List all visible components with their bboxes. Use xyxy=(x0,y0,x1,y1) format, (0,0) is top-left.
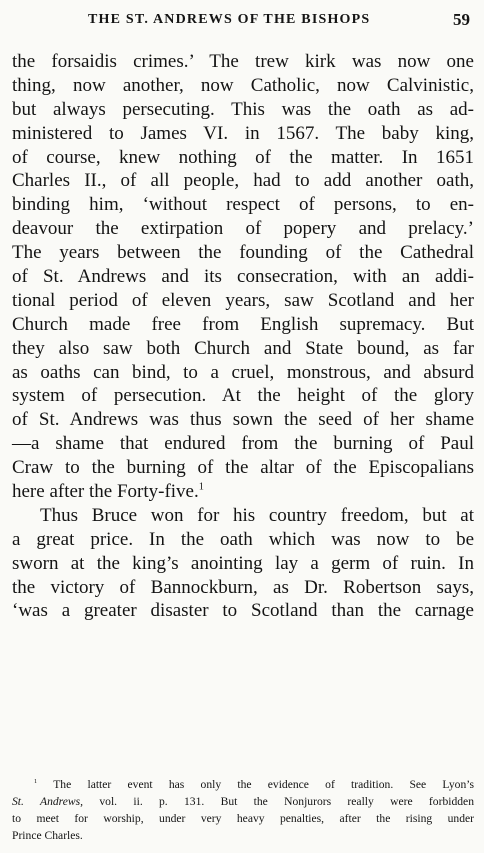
text-line: tional period of eleven years, saw Scotland and her xyxy=(12,289,474,311)
text-line: deavour the extirpation of popery and prelacy.’ xyxy=(12,218,474,240)
text-line: of St. Andrews was thus sown the seed of her shame xyxy=(12,409,474,431)
body-text xyxy=(12,50,474,623)
text-line: the forsaidis crimes.’ The trew kirk was now one xyxy=(12,51,474,72)
text-line: as oaths can bind, to a cruel, monstrous, and absurd xyxy=(12,361,474,383)
text-line: Charles II., of all people, had to add another oath, xyxy=(12,170,474,192)
text-line: the victory of Bannockburn, as Dr. Robertson says, xyxy=(12,576,474,598)
text-line: —a shame that endured from the burning of Paul xyxy=(12,433,474,455)
text-line: of course, knew nothing of the matter. In 1651 xyxy=(12,146,474,168)
text-line: Thus Bruce won for his country freedom, but at xyxy=(40,504,474,526)
text-line: ministered to James VI. in 1567. The baby king, xyxy=(12,122,474,144)
footnote-line: Prince Charles. xyxy=(12,829,83,842)
text-line: but always persecuting. This was the oath as ad- xyxy=(12,98,474,120)
footnote-text: The latter event has only the evidence of tradition. See Lyon’s xyxy=(53,778,474,791)
text-line: thing, now another, now Catholic, now Calvinistic, xyxy=(12,74,474,96)
paragraph-end-line xyxy=(12,480,474,504)
text-line: binding him, ‘without respect of persons, to en- xyxy=(12,194,474,216)
text-line: a great price. In the oath which was now to be xyxy=(12,528,474,550)
running-title: THE ST. ANDREWS OF THE BISHOPS xyxy=(88,12,371,27)
text-line: here after the Forty-five. xyxy=(12,481,199,503)
footnote-reference: 1 xyxy=(198,481,204,493)
footnote-book-title: St. Andrews, xyxy=(12,795,84,808)
footnote xyxy=(12,776,474,844)
text-line: Church made free from English supremacy. But xyxy=(12,313,474,335)
text-line: of St. Andrews and its consecration, with an addi- xyxy=(12,266,474,288)
footnote-line xyxy=(12,776,474,793)
text-line: The years between the founding of the Cathedral xyxy=(12,242,474,264)
text-line: system of persecution. At the height of the glory xyxy=(12,385,474,407)
page-number: 59 xyxy=(453,10,470,29)
text-line: ‘was a greater disaster to Scotland than the carnage xyxy=(12,600,474,622)
page-header xyxy=(0,8,484,30)
footnote-line: to meet for worship, under very heavy penalties, after the rising under xyxy=(12,812,474,825)
text-line: they also saw both Church and State bound, as far xyxy=(12,337,474,359)
footnote-line xyxy=(12,793,474,810)
footnote-marker: 1 xyxy=(34,778,38,786)
footnote-text: vol. ii. p. 131. But the Nonjurors really were forbidden xyxy=(83,795,474,808)
text-line: Craw to the burning of the altar of the Episcopalians xyxy=(12,457,474,479)
text-line: sworn at the king’s anointing lay a germ of ruin. In xyxy=(12,552,474,574)
